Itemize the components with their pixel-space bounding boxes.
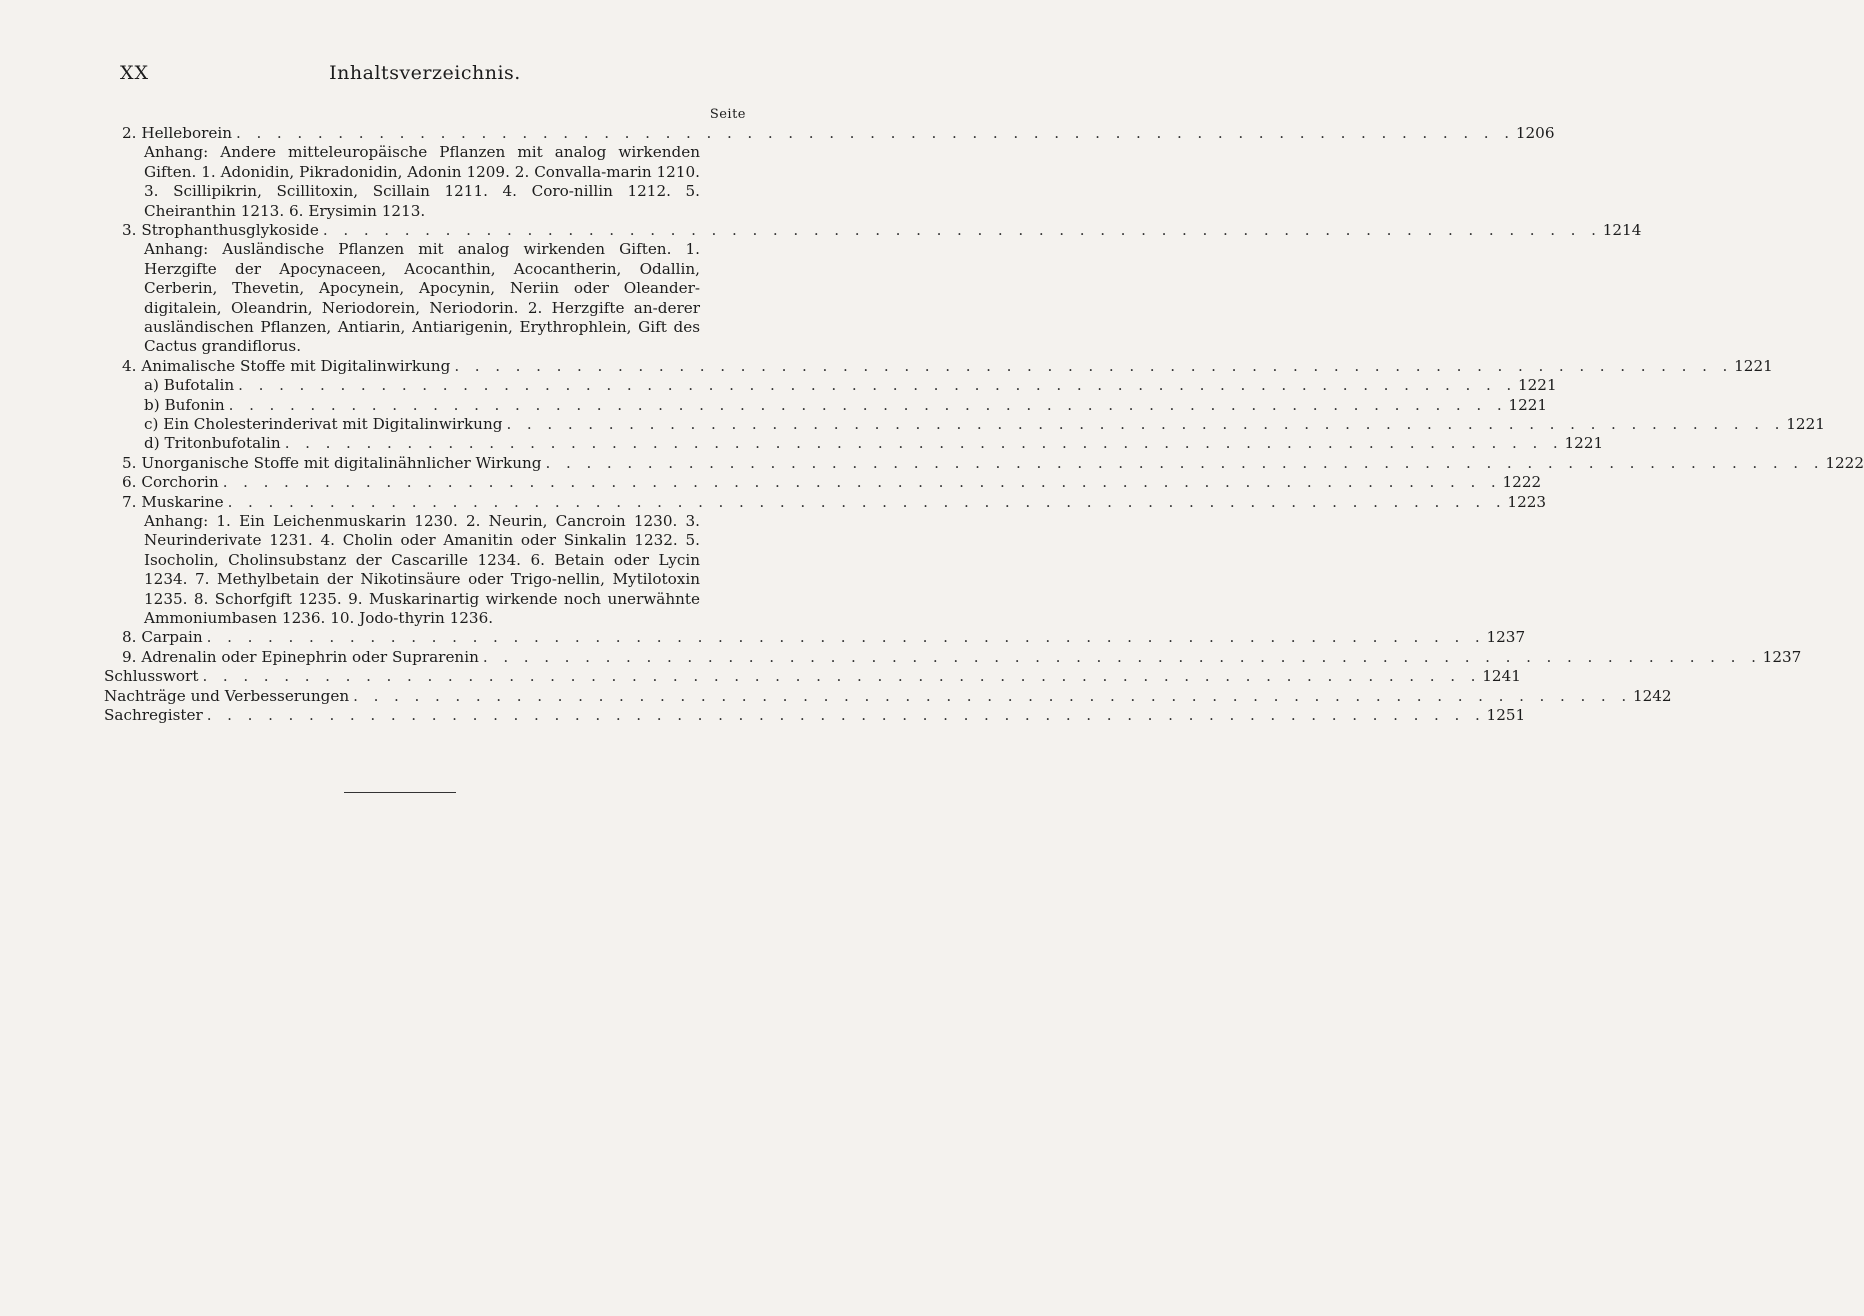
toc-entry-label: 3. Strophanthusglykoside <box>122 221 319 240</box>
leader-dots: . . . . . . . . . . . . . . . . . . . . . . . . . . . . . . . . . . . . . . . . . . . . . . . . . . . . . . . . . . . . . . . <box>353 686 1632 705</box>
leader-dots: . . . . . . . . . . . . . . . . . . . . . . . . . . . . . . . . . . . . . . . . . . . . . . . . . . . . . . . . . . . . . . . <box>322 221 1602 240</box>
toc-entry-label: 5. Unorganische Stoffe mit digitalinähnlicher Wirkung <box>122 453 542 472</box>
toc-entry-label: d) Tritonbufotalin <box>144 434 281 453</box>
toc-entry[interactable] <box>104 356 1773 376</box>
toc-entry[interactable] <box>104 667 1521 686</box>
toc-entry-page: 1221 <box>1734 356 1773 375</box>
toc-note <box>104 240 746 356</box>
toc-entry-label: b) Bufonin <box>144 395 225 414</box>
toc-note-text: Anhang: Ausländische Pflanzen mit analog wirkenden Giften. 1. Herzgifte der Apocynaceen, Acocanthin, Acocantherin, Odallin, Cerberin, Thevetin, Apocynein, Apocynin, Neriin oder Oleander-digitalein, Oleandrin, Neriodorein, Neriodorin. 2. Herzgifte an-derer ausländischen Pflanzen, Antiarin, Antiarigenin, Erythrophlein, Gift des Cactus grandiflorus. <box>144 240 700 356</box>
leader-dots: . . . . . . . . . . . . . . . . . . . . . . . . . . . . . . . . . . . . . . . . . . . . . . . . . . . . . . . . . . . . . . . <box>545 453 1824 472</box>
seite-column-label: Seite <box>709 107 746 122</box>
toc-entry[interactable] <box>104 221 1642 240</box>
toc-entry-label: Schlusswort <box>104 667 199 686</box>
toc-entry-label: 8. Carpain <box>122 628 203 647</box>
page-title: Inhaltsverzeichnis. <box>329 62 521 84</box>
toc-entry-page: 1222 <box>1502 473 1542 492</box>
leader-dots: . . . . . . . . . . . . . . . . . . . . . . . . . . . . . . . . . . . . . . . . . . . . . . . . . . . . . . . . . . . . . . . <box>206 705 1486 724</box>
running-header <box>120 62 730 92</box>
toc-entry-label: 4. Animalische Stoffe mit Digitalinwirkung <box>122 356 451 375</box>
toc-entry-label: Nachträge und Verbesserungen <box>104 686 350 705</box>
toc-entry-page: 1251 <box>1486 705 1526 724</box>
toc-entry-label: 2. Helleborein <box>122 124 233 142</box>
toc-entry-page: 1241 <box>1482 667 1521 686</box>
leader-dots: . . . . . . . . . . . . . . . . . . . . . . . . . . . . . . . . . . . . . . . . . . . . . . . . . . . . . . . . . . . . . . . <box>454 356 1733 375</box>
toc-entry-page: 1221 <box>1508 395 1548 414</box>
toc-entry[interactable] <box>104 415 1825 434</box>
toc-entry-label: 6. Corchorin <box>122 473 219 492</box>
toc-note <box>104 512 746 628</box>
toc-entry[interactable] <box>104 628 1526 647</box>
toc-entry[interactable] <box>104 395 1548 415</box>
toc-entry-page: 1221 <box>1786 415 1825 434</box>
toc-entry-label: c) Ein Cholesterinderivat mit Digitalinwirkung <box>144 415 503 434</box>
toc-entry[interactable] <box>104 647 1802 667</box>
end-rule <box>344 792 456 793</box>
toc-entry[interactable] <box>104 376 1557 395</box>
leader-dots: . . . . . . . . . . . . . . . . . . . . . . . . . . . . . . . . . . . . . . . . . . . . . . . . . . . . . . . . . . . . . . . <box>228 395 1508 414</box>
toc-note-text: Anhang: Andere mitteleuropäische Pflanzen mit analog wirkenden Giften. 1. Adonidin, Pikradonidin, Adonin 1209. 2. Convalla-marin 1210. 3. Scillipikrin, Scillitoxin, Scillain 1211. 4. Coro-nillin 1212. 5. Cheiranthin 1213. 6. Erysimin 1213. <box>144 143 700 220</box>
leader-dots: . . . . . . . . . . . . . . . . . . . . . . . . . . . . . . . . . . . . . . . . . . . . . . . . . . . . . . . . . . . . . . . <box>206 628 1486 647</box>
toc-entry-page: 1206 <box>1515 124 1555 142</box>
page-number: XX <box>120 62 150 84</box>
leader-dots: . . . . . . . . . . . . . . . . . . . . . . . . . . . . . . . . . . . . . . . . . . . . . . . . . . . . . . . . . . . . . . . <box>202 667 1481 686</box>
toc-entry-page: 1237 <box>1762 647 1802 666</box>
toc-note-text: Anhang: 1. Ein Leichenmuskarin 1230. 2. Neurin, Cancroin 1230. 3. Neurinderivate 1231. 4. Cholin oder Amanitin oder Sinkalin 1232. 5. Isocholin, Cholinsubstanz der Cascarille 1234. 6. Betain oder Lycin 1234. 7. Methylbetain der Nikotinsäure oder Trigo-nellin, Mytilotoxin 1235. 8. Schorfgift 1235. 9. Muskarinartig wirkende noch unerwähnte Ammoniumbasen 1236. 10. Jodo-thyrin 1236. <box>144 511 700 627</box>
toc-note <box>104 143 746 221</box>
toc-entry-page: 1221 <box>1517 376 1557 395</box>
table-of-contents <box>104 124 1864 725</box>
toc-entry-page: 1223 <box>1507 492 1547 511</box>
leader-dots: . . . . . . . . . . . . . . . . . . . . . . . . . . . . . . . . . . . . . . . . . . . . . . . . . . . . . . . . . . . . . . . <box>227 492 1507 511</box>
leader-dots: . . . . . . . . . . . . . . . . . . . . . . . . . . . . . . . . . . . . . . . . . . . . . . . . . . . . . . . . . . . . . . . <box>238 376 1517 395</box>
toc-entry-label: Sachregister <box>104 705 203 724</box>
leader-dots: . . . . . . . . . . . . . . . . . . . . . . . . . . . . . . . . . . . . . . . . . . . . . . . . . . . . . . . . . . . . . . . <box>236 124 1515 142</box>
leader-dots: . . . . . . . . . . . . . . . . . . . . . . . . . . . . . . . . . . . . . . . . . . . . . . . . . . . . . . . . . . . . . . . <box>284 434 1564 453</box>
toc-entry-page: 1222 <box>1825 453 1864 472</box>
leader-dots: . . . . . . . . . . . . . . . . . . . . . . . . . . . . . . . . . . . . . . . . . . . . . . . . . . . . . . . . . . . . . . . <box>482 647 1762 666</box>
leader-dots: . . . . . . . . . . . . . . . . . . . . . . . . . . . . . . . . . . . . . . . . . . . . . . . . . . . . . . . . . . . . . . . <box>506 415 1785 434</box>
leader-dots: . . . . . . . . . . . . . . . . . . . . . . . . . . . . . . . . . . . . . . . . . . . . . . . . . . . . . . . . . . . . . . . <box>222 473 1502 492</box>
toc-entry[interactable] <box>104 492 1547 512</box>
toc-entry[interactable] <box>104 686 1672 706</box>
toc-entry[interactable] <box>104 124 1555 143</box>
toc-entry-page: 1242 <box>1632 686 1672 705</box>
toc-entry[interactable] <box>104 473 1542 492</box>
toc-entry-label: a) Bufotalin <box>144 376 235 395</box>
toc-entry[interactable] <box>104 453 1864 473</box>
toc-entry-page: 1214 <box>1602 221 1642 240</box>
toc-entry-label: 9. Adrenalin oder Epinephrin oder Suprarenin <box>122 647 479 666</box>
toc-entry-page: 1221 <box>1564 434 1604 453</box>
toc-entry-page: 1237 <box>1486 628 1526 647</box>
toc-entry[interactable] <box>104 434 1604 453</box>
toc-entry[interactable] <box>104 705 1526 725</box>
toc-entry-label: 7. Muskarine <box>122 492 224 511</box>
